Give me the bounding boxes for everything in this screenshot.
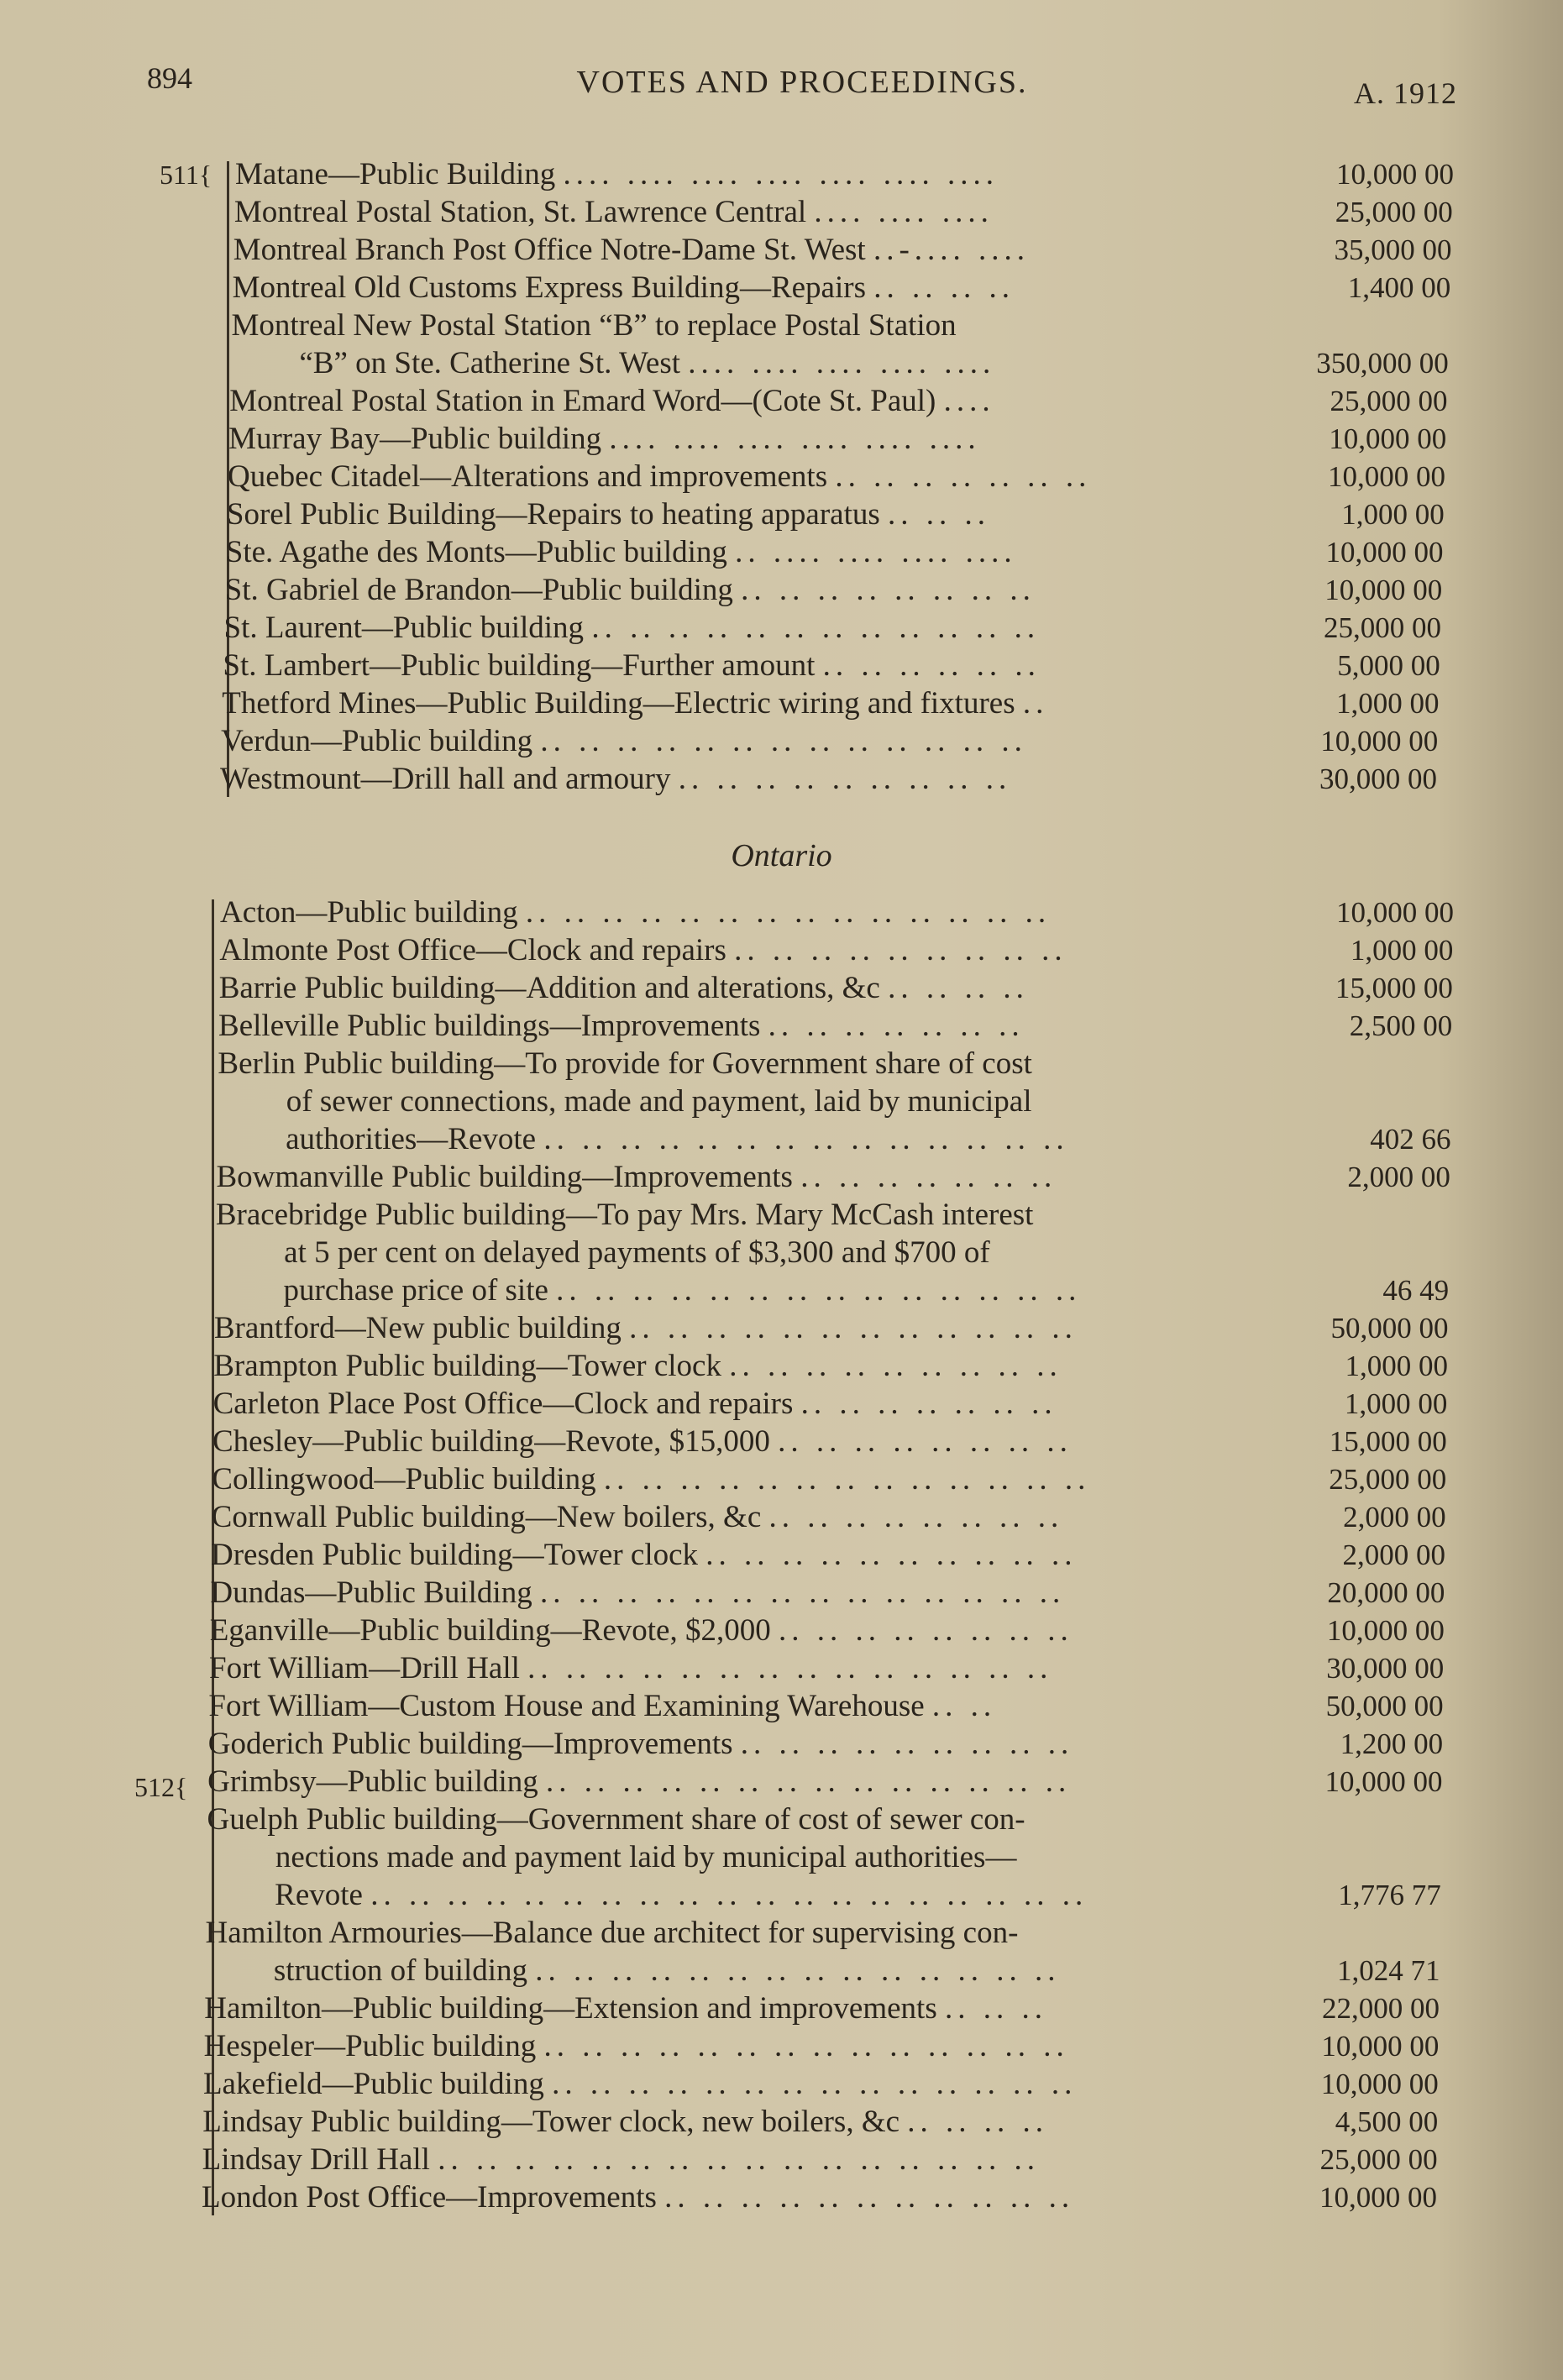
page-title: VOTES AND PROCEEDINGS.: [576, 65, 1028, 100]
item-text: Barrie Public building—Addition and alterations, &c: [218, 971, 880, 1005]
item-amount: 2,000 00: [1342, 1539, 1445, 1571]
item-amount: 10,000 00: [1336, 158, 1454, 191]
item-description: [207, 1764, 1239, 1801]
item-amount: 1,000 00: [1344, 1387, 1448, 1420]
list-item: [0, 610, 1563, 647]
item-description: [204, 2028, 1239, 2065]
list-item: [0, 1877, 1563, 1914]
item-amount: 10,000 00: [1324, 574, 1443, 606]
list-item: [0, 2141, 1563, 2178]
leader-dots: .. .. .. .. .. .. .. ..: [778, 1613, 1073, 1648]
item-description: [203, 2066, 1239, 2103]
item-text: Hamilton Armouries—Balance due architect for supervising con-: [205, 1916, 1019, 1950]
leader-dots: ..: [1022, 686, 1049, 721]
list-item: [0, 1764, 1563, 1801]
list-item: [0, 2104, 1563, 2141]
list-item: [0, 194, 1563, 231]
item-amount: 10,000 00: [1336, 896, 1454, 929]
leader-dots: .. .. .. .. .. .. .. .. .. .. .. .. .. ..: [525, 895, 1052, 930]
item-text: Fort William—Drill Hall: [209, 1651, 520, 1685]
leader-dots: .. .. .. .. .. .. .. .. ..: [678, 762, 1012, 796]
item-text: Hespeler—Public building: [203, 2029, 537, 2063]
list-item: [0, 1423, 1563, 1460]
leader-dots: .... .... .... .... .... ....: [609, 422, 981, 456]
list-item: [0, 1159, 1563, 1196]
item-amount: 25,000 00: [1324, 611, 1441, 644]
item-text: Grimbsy—Public building: [207, 1764, 538, 1799]
leader-dots: .. .. .. .. .. .. .. ..: [741, 573, 1036, 607]
item-text: Guelph Public building—Government share of cost of sewer con-: [207, 1802, 1025, 1837]
item-description: [213, 1348, 1239, 1385]
item-text: of sewer connections, made and payment, laid by municipal: [286, 1084, 1032, 1119]
leader-dots: .. .. ..: [944, 1991, 1047, 2026]
item-text: struction of building: [273, 1953, 528, 1988]
item-text: Dresden Public building—Tower clock: [211, 1538, 699, 1572]
leader-dots: .... .... .... .... .... .... ....: [563, 157, 999, 191]
item-text: Hamilton—Public building—Extension and improvements: [204, 1991, 937, 2026]
item-text: Carleton Place Post Office—Clock and repairs: [212, 1387, 794, 1421]
leader-dots: .. .. .. .. .. ..: [822, 648, 1041, 683]
item-amount: 1,000 00: [1345, 1350, 1448, 1382]
leader-dots: .. .. .. ..: [907, 2105, 1049, 2139]
item-description: [215, 1235, 1308, 1271]
item-text: Lindsay Public building—Tower clock, new boilers, &c: [202, 2105, 900, 2139]
list-item: [0, 1348, 1563, 1385]
item-amount: 35,000 00: [1334, 233, 1452, 266]
item-text: Bracebridge Public building—To pay Mrs. Mary McCash interest: [215, 1198, 1034, 1232]
leader-dots: .... .... .... .... ....: [688, 346, 996, 380]
item-amount: 20,000 00: [1327, 1576, 1445, 1609]
list-item: [0, 1008, 1563, 1045]
item-description: [215, 1272, 1308, 1309]
item-text: Brantford—New public building: [213, 1311, 622, 1345]
item-text: Sorel Public Building—Repairs to heating apparatus: [226, 497, 880, 532]
list-item: [0, 307, 1563, 344]
item-text: Belleville Public buildings—Improvements: [218, 1009, 761, 1043]
item-description: [218, 1008, 1239, 1045]
leader-dots: .. .. .. .. .. .. .. .. .. .. .. .. .. .. .. ..: [438, 2142, 1040, 2177]
item-description: [219, 932, 1239, 969]
item-text: Eganville—Public building—Revote, $2,000: [209, 1613, 771, 1648]
leader-dots: .. .. .. .. .. .. .. ..: [768, 1500, 1064, 1534]
leader-dots: .. .. .. .. .. .. .. .. ..: [734, 933, 1067, 967]
list-item: [0, 1990, 1563, 2027]
item-text: Westmount—Drill hall and armoury: [220, 762, 671, 796]
leader-dots: .. .. .. .. .. .. ..: [835, 459, 1092, 494]
item-description: [207, 1839, 1308, 1876]
item-description: [212, 1461, 1239, 1498]
item-amount: 25,000 00: [1330, 385, 1448, 417]
item-description: [220, 894, 1239, 931]
item-description: [212, 1499, 1239, 1536]
item-text: Almonte Post Office—Clock and repairs: [219, 933, 726, 967]
item-amount: 10,000 00: [1321, 2030, 1440, 2063]
item-amount: 10,000 00: [1324, 1765, 1443, 1798]
leader-dots: .. .. .. .. .. .. .. .. .. .. .. .. ..: [540, 724, 1027, 758]
item-description: [225, 572, 1256, 609]
item-text: Acton—Public building: [220, 895, 518, 930]
leader-dots: .. .. .. .. .. .. .. .. .. .. .. .. .. .. .. .. .. .. ..: [370, 1878, 1088, 1912]
item-amount: 1,776 77: [1338, 1879, 1441, 1911]
list-item: [0, 1915, 1563, 1952]
list-item: [0, 1953, 1563, 1989]
item-text: Verdun—Public building: [221, 724, 533, 758]
list-item: [0, 534, 1563, 571]
leader-dots: .. ..: [931, 1689, 997, 1723]
item-text: St. Lambert—Public building—Further amount: [223, 648, 816, 683]
leader-dots: .. .. .. .. .. .. .. .. .. .. .. .. .. ..: [543, 2029, 1069, 2063]
leader-dots: ....: [943, 384, 995, 418]
leader-dots: .. .. .. ..: [873, 270, 1015, 305]
item-description: [233, 232, 1256, 269]
list-item: [0, 232, 1563, 269]
list-item: [0, 1272, 1563, 1309]
list-item: [0, 156, 1563, 193]
list-item: [0, 1726, 1563, 1763]
item-text: Murray Bay—Public building: [228, 422, 602, 456]
item-description: [208, 1726, 1239, 1763]
item-amount: 10,000 00: [1320, 725, 1439, 758]
item-description: [222, 685, 1256, 722]
item-description: [228, 459, 1256, 495]
item-text: Lakefield—Public building: [202, 2067, 544, 2101]
list-item: [0, 1046, 1563, 1083]
item-amount: 46 49: [1382, 1274, 1450, 1307]
item-text: authorities—Revote: [286, 1122, 537, 1156]
item-amount: 10,000 00: [1329, 422, 1447, 455]
list-item: [0, 2028, 1563, 2065]
leader-dots: .. .. .. .. .. .. .. .. .. .. .. ..: [629, 1311, 1078, 1345]
item-description: [202, 2179, 1239, 2216]
list-item: [0, 1461, 1563, 1498]
item-text: purchase price of site: [283, 1273, 548, 1308]
item-amount: 30,000 00: [1319, 763, 1437, 795]
item-description: [214, 1310, 1239, 1347]
item-description: [213, 1386, 1239, 1423]
session-year: A. 1912: [1354, 76, 1457, 110]
item-amount: 2,000 00: [1347, 1161, 1450, 1193]
list-item: [0, 1650, 1563, 1687]
leader-dots: .. .. .. .. .. .. ..: [800, 1160, 1057, 1194]
item-description: [218, 1083, 1308, 1120]
list-item: [0, 1801, 1563, 1838]
item-text: Dundas—Public Building: [210, 1575, 532, 1610]
item-amount: 50,000 00: [1325, 1690, 1444, 1722]
item-description: [232, 307, 1256, 344]
item-text: Cornwall Public building—New boilers, &c: [211, 1500, 762, 1534]
leader-dots: .. .. .. .. .. .. .. .. .. .. .. .. .. ..: [527, 1651, 1053, 1685]
item-text: St. Laurent—Public building: [223, 611, 585, 645]
item-amount: 350,000 00: [1316, 347, 1449, 380]
item-description: [205, 1953, 1308, 1989]
leader-dots: .. .. .. .. .. .. .. .. .. .. .. .. .. ..: [535, 1953, 1061, 1988]
list-item: [0, 1575, 1563, 1612]
leader-dots: .. .. .. .. .. .. .. .. .. .. .. .. .. ..: [543, 1122, 1069, 1156]
item-amount: 2,500 00: [1349, 1009, 1453, 1042]
item-amount: 1,000 00: [1350, 934, 1454, 967]
item-description: [207, 1801, 1239, 1838]
leader-dots: .. .. .. .. .. .. .. .. .. .. .. ..: [591, 611, 1041, 645]
item-description: [229, 383, 1256, 420]
list-item: [0, 1839, 1563, 1876]
leader-dots: .. .. .. .. .. .. .. .. .. .. .. .. .. ..: [552, 2067, 1078, 2101]
list-item: [0, 894, 1563, 931]
list-item: [0, 2066, 1563, 2103]
item-text: Fort William—Custom House and Examining Warehouse: [208, 1689, 925, 1723]
item-amount: 1,000 00: [1336, 687, 1440, 720]
item-amount: 10,000 00: [1319, 2181, 1437, 2214]
leader-dots: .. .. .. .. .. .. .. .. .. .. ..: [664, 2180, 1075, 2215]
item-amount: 50,000 00: [1330, 1312, 1449, 1345]
item-description: [217, 1121, 1308, 1158]
item-amount: 5,000 00: [1337, 649, 1440, 682]
item-text: Montreal Old Customs Express Building—Repairs: [232, 270, 866, 305]
leader-dots: .. .. .. ..: [888, 971, 1029, 1005]
list-item: [0, 1499, 1563, 1536]
item-description: [210, 1612, 1239, 1649]
item-description: [228, 421, 1256, 458]
list-item: [0, 685, 1563, 722]
item-description: [206, 1915, 1239, 1952]
item-amount: 1,024 71: [1337, 1954, 1440, 1987]
item-text: Montreal Postal Station in Emard Word—(Cote St. Paul): [229, 384, 936, 418]
item-amount: 1,000 00: [1341, 498, 1445, 531]
list-item: [0, 1083, 1563, 1120]
leader-dots: ..-.... ....: [873, 233, 1031, 267]
item-description: [220, 761, 1256, 798]
item-description: [235, 156, 1256, 193]
item-text: London Post Office—Improvements: [202, 2180, 657, 2215]
item-description: [212, 1423, 1239, 1460]
item-text: Quebec Citadel—Alterations and improvements: [228, 459, 828, 494]
item-text: Montreal New Postal Station “B” to replace Postal Station: [231, 308, 957, 343]
leader-dots: .. .. .. .. .. .. .. .. .. .. .. .. .. ..: [556, 1273, 1082, 1308]
item-text: Chesley—Public building—Revote, $15,000: [212, 1424, 770, 1459]
list-item: [0, 383, 1563, 420]
list-item: [0, 761, 1563, 798]
item-amount: 10,000 00: [1328, 460, 1445, 493]
item-description: [216, 1159, 1239, 1196]
item-text: Bowmanville Public building—Improvements: [216, 1160, 793, 1194]
item-description: [223, 647, 1256, 684]
item-description: [227, 496, 1256, 533]
item-description: [209, 1650, 1239, 1687]
item-marker-512: 512{: [134, 1772, 188, 1802]
list-item: [0, 1537, 1563, 1574]
section-heading-ontario: Ontario: [731, 838, 832, 873]
list-item: [0, 1386, 1563, 1423]
item-amount: 30,000 00: [1326, 1652, 1445, 1685]
list-item: [0, 1235, 1563, 1271]
item-text: “B” on Ste. Catherine St. West: [299, 346, 681, 380]
leader-dots: .. .. .. .. .. .. .. .. .. .. .. .. .. ..: [546, 1764, 1072, 1799]
item-text: Berlin Public building—To provide for Government share of cost: [218, 1046, 1032, 1081]
item-text: Revote: [275, 1878, 363, 1912]
item-description: [230, 345, 1324, 382]
item-amount: 22,000 00: [1321, 1992, 1440, 2025]
list-item: [0, 970, 1563, 1007]
item-amount: 15,000 00: [1329, 1425, 1447, 1458]
page-header: [147, 60, 1457, 111]
item-description: [221, 723, 1256, 760]
item-description: [204, 1990, 1239, 2027]
item-amount: 4,500 00: [1335, 2105, 1439, 2138]
leader-dots: .. .. .. .. .. .. .. .. .. .. .. .. ..: [603, 1462, 1091, 1497]
list-item: [0, 647, 1563, 684]
item-amount: 25,000 00: [1335, 196, 1453, 228]
list-item: [0, 345, 1563, 382]
item-text: Goderich Public building—Improvements: [207, 1727, 733, 1761]
item-amount: 10,000 00: [1326, 1614, 1445, 1647]
list-item: [0, 459, 1563, 495]
leader-dots: .. .. .. .. .. .. .. .. ..: [729, 1349, 1062, 1383]
list-item: [0, 932, 1563, 969]
item-description: [226, 534, 1256, 571]
item-description: [202, 2104, 1239, 2141]
item-description: [211, 1537, 1239, 1574]
list-item: [0, 572, 1563, 609]
list-item: [0, 1310, 1563, 1347]
list-item: [0, 2179, 1563, 2216]
leader-dots: .. .. .. .. .. .. .. ..: [778, 1424, 1073, 1459]
item-text: Brampton Public building—Tower clock: [213, 1349, 721, 1383]
item-text: Montreal Branch Post Office Notre-Dame St. West: [233, 233, 866, 267]
item-amount: 1,400 00: [1347, 271, 1451, 304]
leader-dots: .. .. .. .. .. .. ..: [768, 1009, 1025, 1043]
item-text: Thetford Mines—Public Building—Electric wiring and fixtures: [222, 686, 1015, 721]
item-description: [202, 2141, 1239, 2178]
item-text: nections made and payment laid by municipal authorities—: [275, 1840, 1017, 1874]
item-description: [206, 1877, 1308, 1914]
item-amount: 10,000 00: [1320, 2068, 1439, 2100]
item-text: Matane—Public Building: [235, 157, 556, 191]
item-amount: 1,200 00: [1340, 1727, 1444, 1760]
item-text: Montreal Postal Station, St. Lawrence Central: [233, 195, 807, 229]
leader-dots: .... .... ....: [814, 195, 994, 229]
list-item: [0, 421, 1563, 458]
item-amount: 25,000 00: [1329, 1463, 1447, 1496]
list-item: [0, 1197, 1563, 1234]
list-item: [0, 496, 1563, 533]
leader-dots: .. .. ..: [888, 497, 991, 532]
leader-dots: .. .... .... .... ....: [735, 535, 1017, 569]
item-text: at 5 per cent on delayed payments of $3,300 and $700 of: [284, 1235, 990, 1270]
item-amount: 402 66: [1370, 1123, 1451, 1156]
item-text: Collingwood—Public building: [212, 1462, 596, 1497]
item-amount: 15,000 00: [1335, 972, 1453, 1004]
item-description: [233, 270, 1256, 307]
item-description: [234, 194, 1256, 231]
leader-dots: .. .. .. .. .. .. ..: [800, 1387, 1057, 1421]
list-item: [0, 1688, 1563, 1725]
list-item: [0, 1121, 1563, 1158]
list-item: [0, 270, 1563, 307]
page-number: 894: [147, 61, 192, 95]
list-item: [0, 723, 1563, 760]
item-description: [208, 1688, 1239, 1725]
item-text: St. Gabriel de Brandon—Public building: [224, 573, 733, 607]
item-amount: 10,000 00: [1325, 536, 1444, 569]
item-amount: 2,000 00: [1343, 1501, 1446, 1533]
item-text: Ste. Agathe des Monts—Public building: [225, 535, 727, 569]
item-amount: 25,000 00: [1319, 2143, 1438, 2176]
item-description: [216, 1197, 1239, 1234]
item-description: [219, 970, 1239, 1007]
leader-dots: .. .. .. .. .. .. .. .. .. .. .. .. .. ..: [539, 1575, 1066, 1610]
list-item: [0, 1612, 1563, 1649]
item-text: Lindsay Drill Hall: [202, 2142, 430, 2177]
item-description: [218, 1046, 1239, 1083]
item-marker-511: 511{: [160, 160, 212, 190]
leader-dots: .. .. .. .. .. .. .. .. .. ..: [705, 1538, 1078, 1572]
item-description: [224, 610, 1256, 647]
item-description: [210, 1575, 1239, 1612]
leader-dots: .. .. .. .. .. .. .. .. ..: [740, 1727, 1074, 1761]
